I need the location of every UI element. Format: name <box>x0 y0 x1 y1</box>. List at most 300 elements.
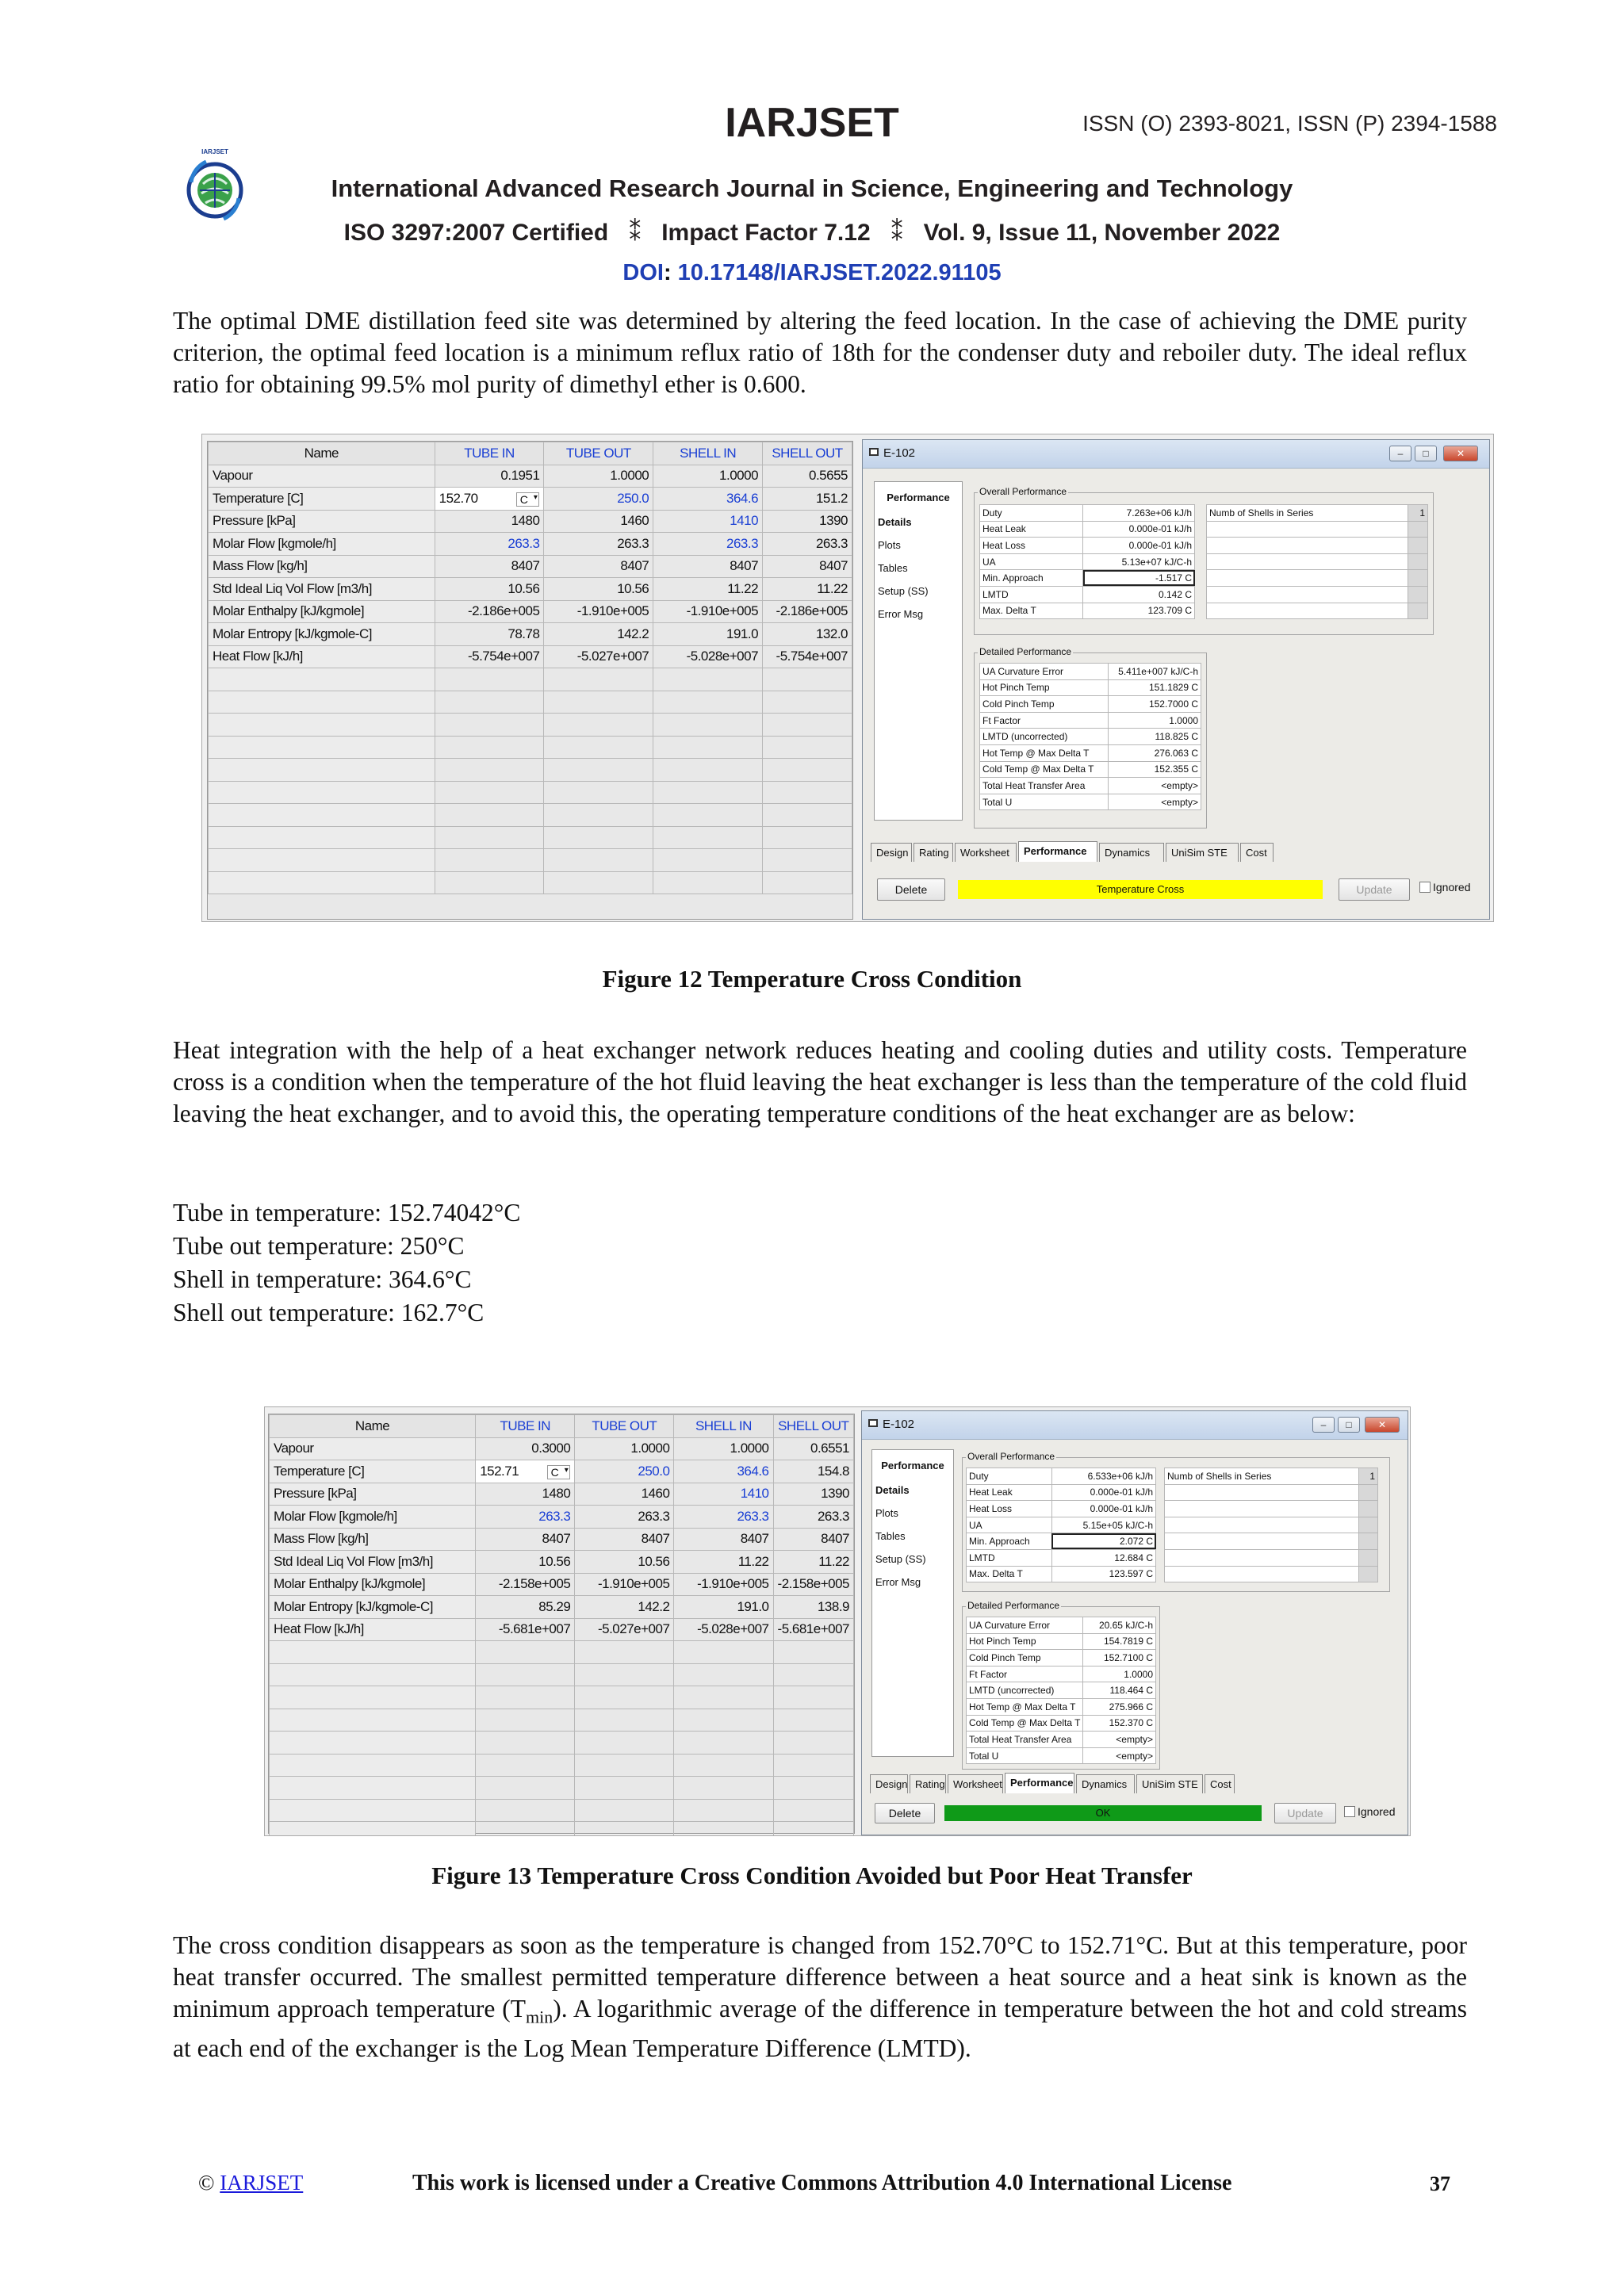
shell-out-temperature: Shell out temperature: 162.7°C <box>173 1299 485 1326</box>
cell-value[interactable]: -5.028e+007 <box>674 1618 773 1641</box>
tab-worksheet[interactable]: Worksheet <box>948 1774 1003 1793</box>
metric-row <box>967 1533 1156 1550</box>
cell-value[interactable]: 1.0000 <box>544 465 653 488</box>
cell-value[interactable]: 8407 <box>435 555 544 578</box>
empty-row <box>270 1663 854 1686</box>
figure-12-screenshot <box>201 434 1494 922</box>
cell-value[interactable]: 10.56 <box>435 578 544 601</box>
window-icon <box>869 448 879 456</box>
row-label: Mass Flow [kg/h] <box>209 555 435 578</box>
metric-value[interactable]: 118.464 C <box>1083 1682 1156 1699</box>
minimize-button[interactable]: – <box>1389 446 1411 461</box>
row-label: Heat Flow [kJ/h] <box>209 645 435 668</box>
metric-value[interactable]: 152.7000 C <box>1108 696 1201 713</box>
metric-value[interactable]: 1.0000 <box>1108 712 1201 729</box>
metric-row <box>967 1747 1156 1764</box>
metric-label: Ft Factor <box>967 1666 1083 1682</box>
metric-row <box>980 570 1195 587</box>
tab-rating[interactable]: Rating <box>914 843 953 862</box>
empty-row <box>209 849 852 872</box>
paragraph-heat-integration: Heat integration with the help of a heat exchanger network reduces heating and cooling duties and utility costs. Temperature cross is a condition when the temperature of the hot fluid leaving the heat exchanger is less than the temperature of the cold fluid leaving the heat exchanger, and to avoid this, the operating temperature conditions of the heat exchanger are as below: <box>173 1036 1467 1127</box>
metric-label: Cold Pinch Temp <box>967 1650 1083 1667</box>
empty-row <box>270 1822 854 1837</box>
dialog-titlebar <box>862 1411 1408 1440</box>
metric-row <box>967 1650 1156 1667</box>
column-header: SHELL IN <box>653 442 763 465</box>
worksheet-row <box>270 1506 854 1529</box>
cell-value[interactable]: 11.22 <box>653 578 763 601</box>
row-label: Vapour <box>209 465 435 488</box>
row-label: Heat Flow [kJ/h] <box>270 1618 476 1641</box>
cell-value[interactable]: 10.56 <box>544 578 653 601</box>
metric-label: Cold Temp @ Max Delta T <box>980 761 1109 778</box>
empty-row <box>270 1799 854 1822</box>
temperature-input-cell[interactable] <box>476 1460 575 1483</box>
window-icon <box>868 1419 878 1427</box>
doi-link[interactable]: 10.17148/IARJSET.2022.91105 <box>677 260 1002 285</box>
maximize-button[interactable]: □ <box>1338 1417 1360 1433</box>
shells-value[interactable]: 1 <box>1408 505 1427 522</box>
empty-row <box>270 1777 854 1800</box>
metric-value[interactable]: 154.7819 C <box>1083 1633 1156 1650</box>
metric-row <box>967 1566 1156 1582</box>
shells-label: Numb of Shells in Series <box>1165 1468 1359 1485</box>
cell-value[interactable]: 263.3 <box>763 533 852 556</box>
worksheet-row <box>270 1528 854 1551</box>
worksheet-row <box>209 510 852 533</box>
cell-value[interactable]: 1460 <box>544 510 653 533</box>
chevron-down-icon: ▾ <box>533 492 538 502</box>
cell-value[interactable]: 263.3 <box>575 1506 674 1529</box>
cell-value[interactable]: 263.3 <box>476 1506 575 1529</box>
column-header: SHELL OUT <box>763 442 852 465</box>
cell-value[interactable]: 263.3 <box>674 1506 773 1529</box>
metric-label: Heat Leak <box>980 521 1083 538</box>
metric-value[interactable]: 1.0000 <box>1083 1666 1156 1682</box>
figure-13-caption: Figure 13 Temperature Cross Condition Avoided but Poor Heat Transfer <box>431 1862 1193 1889</box>
cell-value[interactable]: -2.186e+005 <box>763 600 852 623</box>
copyright <box>198 2171 303 2195</box>
tab-dynamics[interactable]: Dynamics <box>1076 1774 1135 1793</box>
metric-value[interactable]: -1.517 C <box>1083 570 1195 587</box>
journal-full-name: International Advanced Research Journal in Science, Engineering and Technology <box>331 174 1293 202</box>
metric-value[interactable]: 151.1829 C <box>1108 679 1201 696</box>
row-label: Temperature [C] <box>209 488 435 511</box>
cell-value[interactable]: 364.6 <box>674 1460 773 1483</box>
worksheet-grid <box>268 1414 855 1834</box>
ignored-label: Ignored <box>1433 881 1471 894</box>
worksheet-row <box>209 623 852 646</box>
iso-text: ISO 3297:2007 Certified <box>343 220 609 246</box>
unit-label: C <box>550 1465 559 1479</box>
metric-value[interactable]: 276.063 C <box>1108 744 1201 761</box>
metric-row <box>967 1732 1156 1748</box>
tmin-subscript: min <box>526 2007 553 2027</box>
shells-table <box>1206 504 1428 619</box>
cell-value[interactable]: -1.910e+005 <box>575 1573 674 1596</box>
cell-value[interactable]: 132.0 <box>763 623 852 646</box>
metric-value[interactable]: <empty> <box>1083 1747 1156 1764</box>
maximize-button[interactable]: □ <box>1415 446 1437 461</box>
metric-value[interactable]: 152.370 C <box>1083 1715 1156 1732</box>
metric-row <box>967 1484 1156 1501</box>
metric-value[interactable]: 7.263e+06 kJ/h <box>1083 505 1195 522</box>
metric-value[interactable]: 6.533e+06 kJ/h <box>1051 1468 1155 1485</box>
cell-value[interactable]: 0.3000 <box>476 1437 575 1460</box>
metric-value[interactable]: 123.597 C <box>1051 1566 1155 1582</box>
metric-label: Hot Pinch Temp <box>967 1633 1083 1650</box>
metric-label: Heat Loss <box>967 1501 1052 1517</box>
cell-value[interactable]: 1480 <box>476 1483 575 1506</box>
nav-plots[interactable]: Plots <box>875 1507 898 1519</box>
column-header: TUBE OUT <box>544 442 653 465</box>
shells-table <box>1164 1468 1378 1582</box>
cell-value[interactable]: 191.0 <box>653 623 763 646</box>
metric-value[interactable]: 0.000e-01 kJ/h <box>1083 538 1195 554</box>
publisher-link[interactable]: IARJSET <box>220 2171 304 2195</box>
tab-unisim-ste[interactable]: UniSim STE <box>1136 1774 1203 1793</box>
metric-label: Hot Temp @ Max Delta T <box>967 1698 1083 1715</box>
metric-row <box>980 586 1195 603</box>
cell-value[interactable]: 1.0000 <box>653 465 763 488</box>
metric-label: LMTD <box>980 586 1083 603</box>
nav-details[interactable]: Details <box>878 516 912 528</box>
metric-label: Heat Leak <box>967 1484 1052 1501</box>
metric-value[interactable]: 2.072 C <box>1051 1533 1155 1550</box>
cell-value[interactable]: 250.0 <box>575 1460 674 1483</box>
cell-value[interactable]: 8407 <box>575 1528 674 1551</box>
cell-value[interactable]: 1410 <box>674 1483 773 1506</box>
tab-rating[interactable]: Rating <box>910 1774 946 1793</box>
cell-value[interactable]: 191.0 <box>674 1596 773 1619</box>
metric-value[interactable]: 0.000e-01 kJ/h <box>1083 521 1195 538</box>
column-header: Name <box>270 1415 476 1438</box>
row-label: Molar Flow [kgmole/h] <box>270 1506 476 1529</box>
metric-row <box>980 794 1201 810</box>
empty-row <box>209 826 852 849</box>
metric-label: Cold Pinch Temp <box>980 696 1109 713</box>
metric-value[interactable]: 275.966 C <box>1083 1698 1156 1715</box>
paragraph-cross-condition <box>173 1930 1467 2064</box>
status-bar: Temperature Cross <box>958 880 1323 899</box>
worksheet-row <box>209 578 852 601</box>
cell-value[interactable]: -5.754e+007 <box>763 645 852 668</box>
nav-setup[interactable]: Setup (SS) <box>878 585 929 597</box>
overall-performance-label: Overall Performance <box>979 486 1067 497</box>
cell-value[interactable]: 10.56 <box>476 1551 575 1574</box>
cell-value[interactable]: 8407 <box>763 555 852 578</box>
row-label: Pressure [kPa] <box>209 510 435 533</box>
paragraph-intro: The optimal DME distillation feed site was determined by altering the feed location. In the case of achieving the DME purity criterion, the optimal feed location is a minimum reflux ratio of 18th for the condenser duty and reboiler duty. The ideal reflux ratio for obtaining 99.5% mol purity of dimethyl ether is 0.600. <box>173 307 1467 398</box>
temperature-input[interactable]: 152.70 <box>439 490 478 506</box>
metric-label: Duty <box>980 505 1083 522</box>
cell-value[interactable]: -5.027e+007 <box>575 1618 674 1641</box>
cell-value[interactable]: 263.3 <box>653 533 763 556</box>
cell-value[interactable]: -5.754e+007 <box>435 645 544 668</box>
column-header: TUBE IN <box>435 442 544 465</box>
metric-row <box>967 1501 1156 1517</box>
metric-row <box>980 712 1201 729</box>
empty-row <box>270 1732 854 1755</box>
metric-label: LMTD (uncorrected) <box>980 729 1109 745</box>
worksheet-row <box>270 1573 854 1596</box>
copyright-symbol: © <box>198 2171 215 2195</box>
metric-row <box>967 1617 1156 1634</box>
metric-value[interactable]: <empty> <box>1083 1732 1156 1748</box>
metric-row <box>980 778 1201 794</box>
metric-row <box>967 1698 1156 1715</box>
journal-title: IARJSET <box>725 100 899 146</box>
metric-row <box>980 521 1195 538</box>
metric-value[interactable]: 5.15e+05 kJ/C-h <box>1051 1517 1155 1533</box>
cell-value[interactable]: 8407 <box>476 1528 575 1551</box>
cell-value[interactable]: 1.0000 <box>575 1437 674 1460</box>
update-button[interactable]: Update <box>1274 1803 1336 1823</box>
cell-value[interactable]: 11.22 <box>773 1551 853 1574</box>
row-label: Molar Enthalpy [kJ/kgmole] <box>209 600 435 623</box>
metric-value[interactable]: 152.7100 C <box>1083 1650 1156 1667</box>
cell-value[interactable]: 1.0000 <box>674 1437 773 1460</box>
delete-button[interactable]: Delete <box>875 1803 935 1823</box>
cell-value[interactable]: 11.22 <box>763 578 852 601</box>
shell-in-temperature: Shell in temperature: 364.6°C <box>173 1265 472 1293</box>
cell-value[interactable]: 1410 <box>653 510 763 533</box>
unit-label: C <box>519 492 528 506</box>
worksheet-grid <box>207 441 853 920</box>
cell-value[interactable]: 1460 <box>575 1483 674 1506</box>
metric-value[interactable]: 0.142 C <box>1083 586 1195 603</box>
row-label: Temperature [C] <box>270 1460 476 1483</box>
metric-value[interactable]: 123.709 C <box>1083 603 1195 619</box>
metric-row <box>980 538 1195 554</box>
ignored-checkbox[interactable] <box>1344 1805 1395 1818</box>
svg-text:IARJSET: IARJSET <box>201 148 228 155</box>
nav-error-msg[interactable]: Error Msg <box>875 1576 921 1588</box>
empty-row <box>209 668 852 691</box>
cell-value[interactable]: 10.56 <box>575 1551 674 1574</box>
metric-value[interactable]: 0.000e-01 kJ/h <box>1051 1501 1155 1517</box>
tab-dynamics[interactable]: Dynamics <box>1099 843 1164 862</box>
ignored-checkbox[interactable] <box>1419 881 1470 894</box>
cell-value[interactable]: -1.910e+005 <box>544 600 653 623</box>
unit-dropdown[interactable] <box>547 1465 571 1479</box>
performance-nav <box>874 481 963 821</box>
cell-value[interactable]: 142.2 <box>575 1596 674 1619</box>
metric-row <box>967 1517 1156 1533</box>
row-label: Molar Enthalpy [kJ/kgmole] <box>270 1573 476 1596</box>
metric-row <box>980 553 1195 570</box>
row-label: Molar Entropy [kJ/kgmole-C] <box>270 1596 476 1619</box>
close-button[interactable]: ✕ <box>1365 1417 1400 1433</box>
nav-tables[interactable]: Tables <box>878 562 908 574</box>
metric-value[interactable]: <empty> <box>1108 794 1201 810</box>
column-header: SHELL OUT <box>773 1415 853 1438</box>
cell-value[interactable]: -1.910e+005 <box>653 600 763 623</box>
tab-design[interactable]: Design <box>870 1774 908 1793</box>
cell-value[interactable]: 263.3 <box>773 1506 853 1529</box>
metric-value[interactable]: 118.825 C <box>1108 729 1201 745</box>
empty-row <box>209 759 852 782</box>
metric-row <box>967 1468 1156 1485</box>
empty-row <box>209 691 852 714</box>
cell-value[interactable]: -5.027e+007 <box>544 645 653 668</box>
cell-value[interactable]: -1.910e+005 <box>674 1573 773 1596</box>
metric-row <box>980 505 1195 522</box>
dialog-title: E-102 <box>883 1418 915 1431</box>
volume-issue: Vol. 9, Issue 11, November 2022 <box>923 220 1281 246</box>
issn-text: ISSN (O) 2393-8021, ISSN (P) 2394-1588 <box>1082 111 1497 136</box>
page-footer <box>0 2171 1624 2202</box>
metric-value[interactable]: 5.13e+07 kJ/C-h <box>1083 553 1195 570</box>
cell-value[interactable]: 8407 <box>773 1528 853 1551</box>
unit-dropdown[interactable] <box>516 492 540 507</box>
shells-label: Numb of Shells in Series <box>1207 505 1408 522</box>
cell-value[interactable]: -5.028e+007 <box>653 645 763 668</box>
row-label: Pressure [kPa] <box>270 1483 476 1506</box>
worksheet-header-row <box>209 442 852 465</box>
tab-worksheet[interactable]: Worksheet <box>955 843 1017 862</box>
cell-value[interactable]: 8407 <box>674 1528 773 1551</box>
cell-value[interactable]: 250.0 <box>544 488 653 511</box>
metric-row <box>980 761 1201 778</box>
cell-value[interactable]: 364.6 <box>653 488 763 511</box>
cell-value[interactable]: -2.158e+005 <box>476 1573 575 1596</box>
metric-row <box>980 679 1201 696</box>
empty-row <box>270 1641 854 1664</box>
update-button[interactable]: Update <box>1339 878 1410 901</box>
figure-12-caption: Figure 12 Temperature Cross Condition <box>602 965 1022 993</box>
nav-plots[interactable]: Plots <box>878 539 901 551</box>
metric-label: LMTD (uncorrected) <box>967 1682 1083 1699</box>
nav-header: Performance <box>887 492 950 503</box>
empty-row <box>270 1709 854 1732</box>
tab-unisim-ste[interactable]: UniSim STE <box>1166 843 1239 862</box>
temperature-input-cell[interactable] <box>435 488 544 511</box>
metric-row <box>980 603 1195 619</box>
metric-label: Duty <box>967 1468 1052 1485</box>
worksheet-header-row <box>270 1415 854 1438</box>
worksheet-row <box>270 1437 854 1460</box>
cell-value[interactable]: 78.78 <box>435 623 544 646</box>
metric-label: Min. Approach <box>980 570 1083 587</box>
cell-value[interactable]: 8407 <box>544 555 653 578</box>
metric-value[interactable]: 20.65 kJ/C-h <box>1083 1617 1156 1634</box>
chevron-down-icon: ▾ <box>564 1465 569 1475</box>
metric-label: Hot Pinch Temp <box>980 679 1109 696</box>
tab-cost[interactable]: Cost <box>1240 843 1274 862</box>
row-label: Std Ideal Liq Vol Flow [m3/h] <box>209 578 435 601</box>
row-label: Vapour <box>270 1437 476 1460</box>
cell-value[interactable]: 263.3 <box>544 533 653 556</box>
dialog-titlebar <box>863 440 1489 469</box>
tab-cost[interactable]: Cost <box>1205 1774 1235 1793</box>
metric-label: Total Heat Transfer Area <box>967 1732 1083 1748</box>
cell-value[interactable]: 151.2 <box>763 488 852 511</box>
worksheet-row <box>270 1618 854 1641</box>
figure-13-screenshot <box>264 1406 1411 1836</box>
nav-details[interactable]: Details <box>875 1484 910 1496</box>
cell-value[interactable]: -5.681e+007 <box>476 1618 575 1641</box>
worksheet-row <box>270 1596 854 1619</box>
shells-value[interactable]: 1 <box>1358 1468 1377 1485</box>
metric-value[interactable]: 152.355 C <box>1108 761 1201 778</box>
nav-error-msg[interactable]: Error Msg <box>878 608 924 620</box>
tab-design[interactable]: Design <box>871 843 912 862</box>
empty-row <box>270 1686 854 1709</box>
cell-value[interactable]: 142.2 <box>544 623 653 646</box>
metric-value[interactable]: 12.684 C <box>1051 1549 1155 1566</box>
overall-performance-label: Overall Performance <box>967 1451 1055 1462</box>
cell-value[interactable]: 11.22 <box>674 1551 773 1574</box>
row-label: Std Ideal Liq Vol Flow [m3/h] <box>270 1551 476 1574</box>
metric-value[interactable]: 5.411e+007 kJ/C-h <box>1108 664 1201 680</box>
impact-factor: Impact Factor 7.12 <box>661 220 871 246</box>
detailed-performance-label: Detailed Performance <box>967 1600 1060 1611</box>
cell-value[interactable]: 0.5655 <box>763 465 852 488</box>
license-text: This work is licensed under a Creative Commons Attribution 4.0 International License <box>412 2171 1232 2195</box>
tab-performance[interactable]: Performance <box>1005 1773 1074 1793</box>
temperature-input[interactable]: 152.71 <box>480 1463 519 1479</box>
nav-setup[interactable]: Setup (SS) <box>875 1553 926 1565</box>
cell-value[interactable]: -2.158e+005 <box>773 1573 853 1596</box>
delete-button[interactable]: Delete <box>877 878 945 901</box>
separator-icon: ⁑ <box>629 220 642 246</box>
empty-row <box>209 804 852 827</box>
metric-row <box>980 664 1201 680</box>
nav-tables[interactable]: Tables <box>875 1530 906 1542</box>
column-header: TUBE IN <box>476 1415 575 1438</box>
minimize-button[interactable]: – <box>1312 1417 1335 1433</box>
worksheet-row <box>209 555 852 578</box>
cell-value[interactable]: 0.1951 <box>435 465 544 488</box>
cell-value[interactable]: 1390 <box>763 510 852 533</box>
detailed-performance-group <box>974 646 1207 828</box>
metric-label: LMTD <box>967 1549 1052 1566</box>
cell-value[interactable]: 154.8 <box>773 1460 853 1483</box>
cell-value[interactable]: 1480 <box>435 510 544 533</box>
metric-label: UA <box>980 553 1083 570</box>
metric-value[interactable]: 0.000e-01 kJ/h <box>1051 1484 1155 1501</box>
metric-label: Cold Temp @ Max Delta T <box>967 1715 1083 1732</box>
worksheet-row <box>270 1551 854 1574</box>
metric-row <box>967 1666 1156 1682</box>
cell-value[interactable]: 0.6551 <box>773 1437 853 1460</box>
cell-value[interactable]: 85.29 <box>476 1596 575 1619</box>
tube-in-temperature: Tube in temperature: 152.74042°C <box>173 1199 521 1226</box>
cell-value[interactable]: -5.681e+007 <box>773 1618 853 1641</box>
worksheet-row <box>209 465 852 488</box>
tab-performance[interactable]: Performance <box>1018 841 1097 862</box>
row-label: Molar Entropy [kJ/kgmole-C] <box>209 623 435 646</box>
nav-header: Performance <box>881 1460 944 1471</box>
column-header: TUBE OUT <box>575 1415 674 1438</box>
metric-row <box>980 729 1201 745</box>
cell-value[interactable]: 263.3 <box>435 533 544 556</box>
paragraph-part-1: The cross condition disappears as soon as the temperature is changed from 152.70°C to 152.71°C. But at this temperature, poor heat transfer occurred. The smallest permitted temperature difference between a heat source and a heat sink is known as the minimum approach temperature (T <box>173 1931 1467 2022</box>
close-button[interactable]: ✕ <box>1443 446 1478 461</box>
doi-label: DOI <box>622 260 664 285</box>
cell-value[interactable]: -2.186e+005 <box>435 600 544 623</box>
cell-value[interactable]: 1390 <box>773 1483 853 1506</box>
metric-value[interactable]: <empty> <box>1108 778 1201 794</box>
row-label: Mass Flow [kg/h] <box>270 1528 476 1551</box>
detailed-performance-label: Detailed Performance <box>979 646 1072 657</box>
cell-value[interactable]: 8407 <box>653 555 763 578</box>
cell-value[interactable]: 138.9 <box>773 1596 853 1619</box>
metric-label: Total U <box>980 794 1109 810</box>
metric-label: Heat Loss <box>980 538 1083 554</box>
detailed-performance-group <box>962 1600 1160 1770</box>
